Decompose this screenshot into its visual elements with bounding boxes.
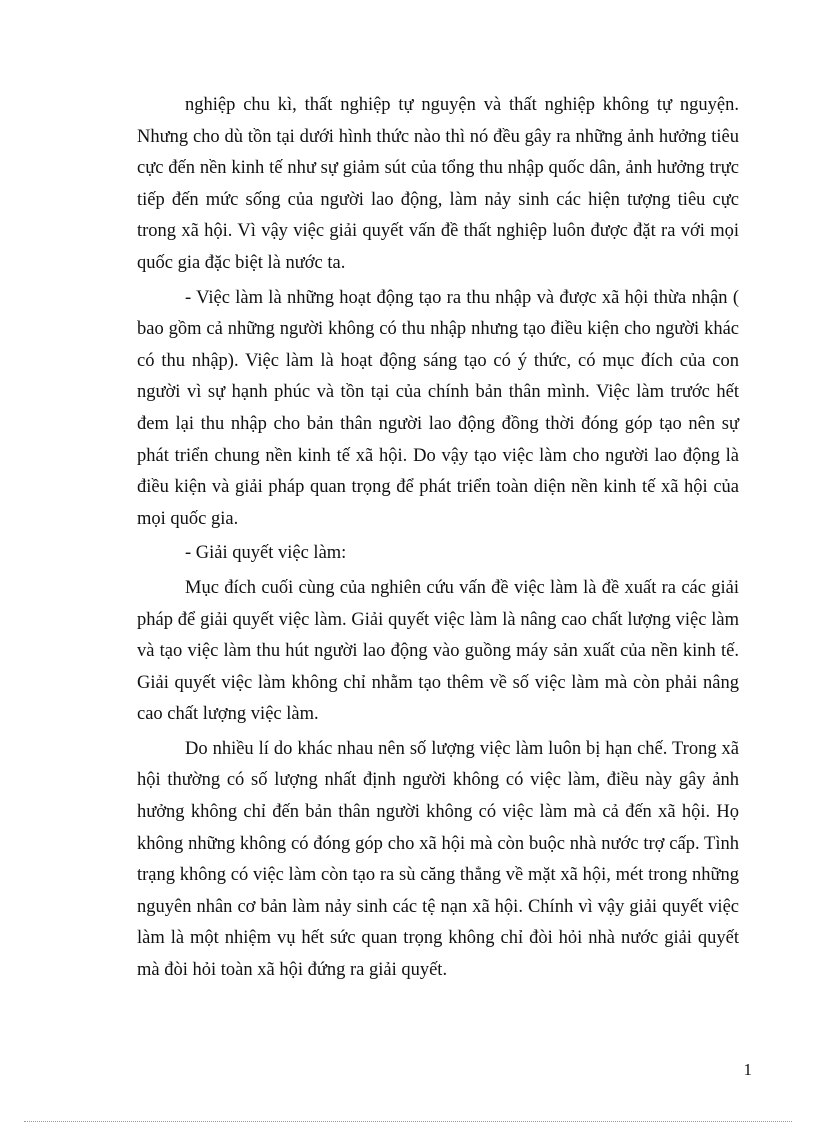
footer-divider [24, 1121, 792, 1122]
paragraph-limited-jobs: Do nhiều lí do khác nhau nên số lượng việc làm luôn bị hạn chế. Trong xã hội thường có số lượng nhất định người không có việc làm, điều này gây ảnh hưởng không chỉ đến bản thân người không có việc làm mà cả đến xã hội. Họ không những không có đóng góp cho xã hội mà còn buộc nhà nước trợ cấp. Tình trạng không có việc làm còn tạo ra sù căng thẳng về mặt xã hội, mét trong những nguyên nhân cơ bản làm nảy sinh các tệ nạn xã hội. Chính vì vậy giải quyết việc làm là một nhiệm vụ hết sức quan trọng không chỉ đòi hỏi nhà nước giải quyết mà đòi hỏi toàn xã hội đứng ra giải quyết. [137, 738, 739, 981]
paragraph-employment-solution-heading: - Giải quyết việc làm: [185, 543, 347, 564]
paragraph-employment-definition: - Việc làm là những hoạt động tạo ra thu nhập và được xã hội thừa nhận ( bao gồm cả những người không có thu nhập nhưng tạo điều kiện cho người khác có thu nhập). Việc làm là hoạt động sáng tạo có ý thức, có mục đích của con người vì sự hạnh phúc và tồn tại của chính bản thân mình. Việc làm trước hết đem lại thu nhập cho bản thân người lao động đồng thời đóng góp tạo nên sự phát triển chung nền kinh tế xã hội. Do vậy tạo việc làm cho người lao động là điều kiện và giải pháp quan trọng để phát triển toàn diện nền kinh tế xã hội của mọi quốc gia. [137, 287, 739, 529]
page-number: 1 [743, 1060, 752, 1079]
document-body [137, 90, 739, 990]
paragraph-employment-solution-purpose: Mục đích cuối cùng của nghiên cứu vấn đề việc làm là đề xuất ra các giải pháp để giải quyết việc làm. Giải quyết việc làm là nâng cao chất lượng việc làm và tạo việc làm thu hút người lao động vào guồng máy sản xuất của nền kinh tế. Giải quyết việc làm không chỉ nhằm tạo thêm về số việc làm mà còn phải nâng cao chất lượng việc làm. [137, 577, 739, 725]
paragraph-unemployment-effects: nghiệp chu kì, thất nghiệp tự nguyện và thất nghiệp không tự nguyện. Nhưng cho dù tồn tại dưới hình thức nào thì nó đều gây ra những ảnh hưởng tiêu cực đến nền kinh tế như sự giảm sút của tổng thu nhập quốc dân, ảnh hưởng trực tiếp đến mức sống của người lao động, làm nảy sinh các hiện tượng tiêu cực trong xã hội. Vì vậy việc giải quyết vấn đề thất nghiệp luôn được đặt ra với mọi quốc gia đặc biệt là nước ta. [137, 95, 739, 273]
